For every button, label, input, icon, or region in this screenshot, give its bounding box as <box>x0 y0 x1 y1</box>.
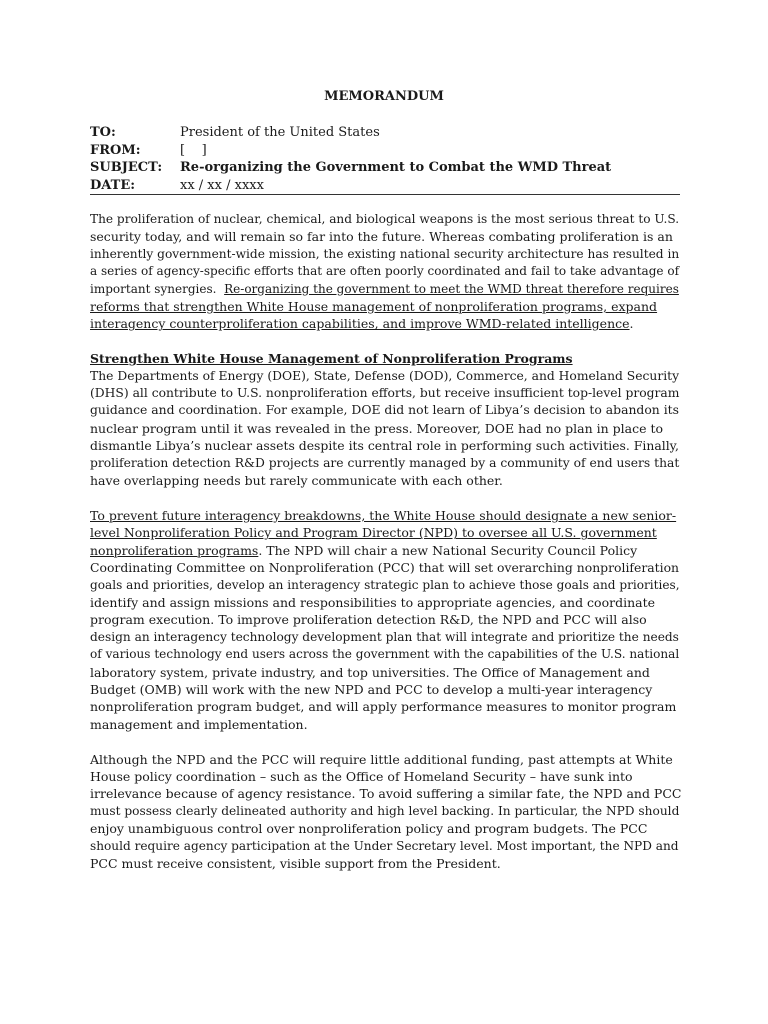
subject-row <box>90 159 680 177</box>
from-row <box>90 142 680 160</box>
text-line: must possess clearly delineated authority and high level backing. In particular, the NPD should <box>90 803 680 818</box>
text-line: guidance and coordination. For example, DOE did not learn of Libya’s decision to abandon its <box>90 403 679 418</box>
underlined-text: Re-organizing the government to meet the WMD threat therefore requires <box>224 281 679 296</box>
memo-body <box>90 211 682 890</box>
subject-label: SUBJECT: <box>90 160 163 175</box>
text-line: identify and assign missions and responsibilities to appropriate agencies, and coordinate <box>90 594 656 610</box>
text-line: a series of agency-specific efforts that are often poorly coordinated and fail to take advantage of <box>90 264 680 279</box>
text-line: dismantle Libya’s nuclear assets despite its central role in performing such activities. Finally, <box>90 438 679 454</box>
text-segment: . The NPD will chair a new National Security Council Policy <box>258 542 638 558</box>
to-label: TO: <box>90 125 116 140</box>
text-line: proliferation detection R&D projects are currently managed by a community of end users that <box>90 455 680 470</box>
text-line: PCC must receive consistent, visible support from the President. <box>90 855 501 871</box>
text-line: of various technology end users across the government with the capabilities of the U.S. national <box>90 647 680 662</box>
underlined-text: reforms that strengthen White House management of nonproliferation programs, expand <box>90 299 658 315</box>
text-line: management and implementation. <box>90 716 308 732</box>
section-management-paragraph <box>90 350 682 489</box>
text-line: goals and priorities, develop an interagency strategic plan to achieve those goals and priorities, <box>90 577 680 592</box>
text-line: should require agency participation at the Under Secretary level. Most important, the NPD and <box>90 838 679 853</box>
text-line: design an interagency technology development plan that will integrate and prioritize the needs <box>90 629 679 644</box>
underlined-text: To prevent future interagency breakdowns, the White House should designate a new senior- <box>90 507 677 523</box>
text-segment: . <box>629 316 634 332</box>
date-value: xx / xx / xxxx <box>180 177 264 193</box>
from-value: [ ] <box>180 142 207 158</box>
funding-paragraph <box>90 751 682 873</box>
date-label: DATE: <box>90 177 136 193</box>
text-line: security today, and will remain so far into the future. Whereas combating proliferation is an <box>90 229 673 245</box>
text-line: irrelevance because of agency resistance. To avoid suffering a similar fate, the NPD and PCC <box>90 786 682 802</box>
text-line: House policy coordination – such as the Office of Homeland Security – have sunk into <box>90 768 633 784</box>
memo-header <box>90 124 680 194</box>
text-line: enjoy unambiguous control over nonproliferation policy and program budgets. The PCC <box>90 821 648 837</box>
underlined-text: level Nonproliferation Policy and Program Director (NPD) to oversee all U.S. government <box>90 525 657 541</box>
text-line: program execution. To improve proliferation detection R&D, the NPD and PCC will also <box>90 612 647 628</box>
text-line: The Departments of Energy (DOE), State, Defense (DOD), Commerce, and Homeland Security <box>90 368 680 383</box>
memo-title: MEMORANDUM <box>324 89 444 104</box>
text-line: Coordinating Committee on Nonproliferation (PCC) that will set overarching nonproliferation <box>90 560 680 576</box>
text-line: nonproliferation program budget, and will apply performance measures to monitor program <box>90 699 677 715</box>
text-line: have overlapping needs but rarely communicate with each other. <box>90 473 503 489</box>
underlined-text: interagency counterproliferation capabilities, and improve WMD-related intelligence <box>90 316 630 332</box>
section-heading: Strengthen White House Management of Nonproliferation Programs <box>90 351 573 367</box>
text-line: laboratory system, private industry, and top universities. The Office of Management and <box>90 664 650 680</box>
text-line: inherently government-wide mission, the existing national security architecture has resulted in <box>90 246 680 261</box>
text-segment: important synergies. <box>90 281 225 296</box>
text-line: (DHS) all contribute to U.S. nonproliferation efforts, but receive insufficient top-level program <box>90 386 680 401</box>
text-line: Although the NPD and the PCC will require little additional funding, past attempts at White <box>90 751 673 767</box>
subject-value: Re-organizing the Government to Combat the WMD Threat <box>180 160 612 175</box>
date-row <box>90 177 680 195</box>
text-line <box>90 542 682 559</box>
to-value: President of the United States <box>180 125 380 140</box>
underlined-text: nonproliferation programs <box>90 542 259 558</box>
text-line <box>90 315 682 332</box>
text-line: Budget (OMB) will work with the new NPD and PCC to develop a multi-year interagency <box>90 681 653 697</box>
npd-paragraph <box>90 507 682 733</box>
header-divider <box>90 194 680 195</box>
from-label: FROM: <box>90 142 141 158</box>
text-line <box>90 281 682 298</box>
text-line: nuclear program until it was revealed in the press. Moreover, DOE had no plan in place to <box>90 420 664 436</box>
text-line: The proliferation of nuclear, chemical, and biological weapons is the most serious threat to U.S. <box>90 212 680 226</box>
intro-paragraph <box>90 211 682 333</box>
to-row <box>90 124 680 142</box>
